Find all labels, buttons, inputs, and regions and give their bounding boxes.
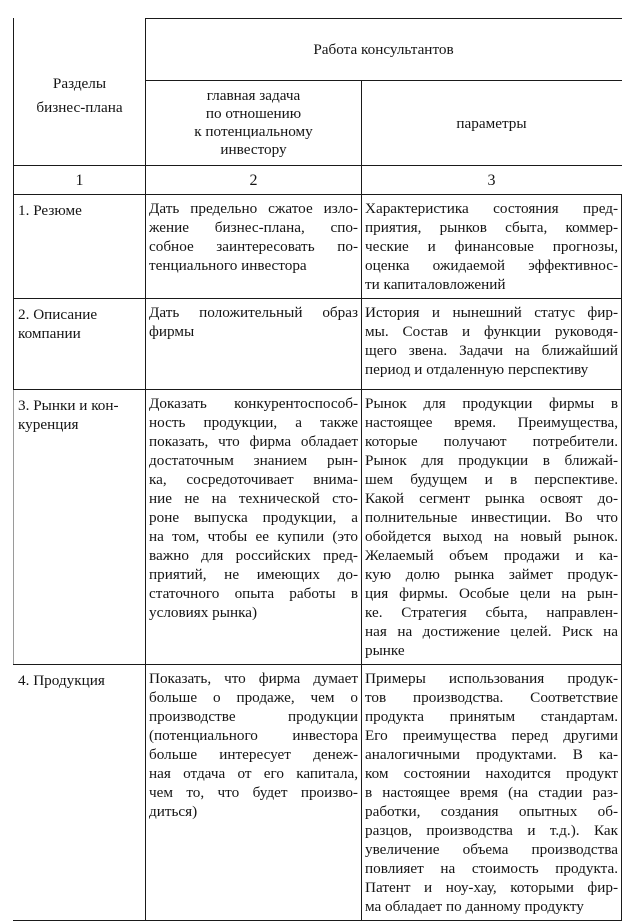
text-line: которые получают потребители. — [365, 433, 619, 450]
text-line: шем будущем и в перспективе. — [365, 471, 619, 488]
text-line: ция фирмы. Особые цели на рын- — [365, 585, 619, 602]
text-line: продукта принятым стандартам. — [365, 708, 619, 725]
text-line: больше интересует денеж- — [149, 746, 358, 763]
header-main-task-line: инвестору — [220, 141, 287, 159]
text-line: Рынок для продукции в ближай- — [365, 452, 619, 469]
header-sections — [14, 19, 146, 166]
text-line: 2. Описание — [18, 306, 98, 323]
section-cell — [14, 665, 146, 921]
text-line: период и отдаленную перспективу — [365, 361, 589, 378]
text-line: производстве продукции — [149, 708, 358, 725]
text-line: аналогичными продуктами. В ка- — [365, 746, 619, 763]
text-line: куренция — [18, 416, 79, 433]
text-line: в настоящее время (на стадии раз- — [365, 784, 619, 801]
text-line: кую долю рынка займет продук- — [365, 566, 619, 583]
text-line: Характеристика состояния пред- — [365, 200, 619, 217]
section-cell — [14, 390, 146, 665]
column-number: 1 — [14, 166, 146, 195]
text-line: условиях рынка) — [149, 604, 258, 621]
task-cell — [146, 195, 362, 299]
text-line: оценка ожидаемой эффективнос- — [365, 257, 619, 274]
parameters-cell — [362, 195, 622, 299]
header-row-top — [14, 19, 622, 81]
header-sections-line: Разделы — [52, 75, 107, 92]
header-consultants-work: Работа консультантов — [146, 19, 622, 81]
text-line: (потенциального инвестора — [149, 727, 358, 744]
text-line: фирмы — [149, 323, 195, 340]
text-line: диться) — [149, 803, 198, 820]
table-row — [14, 390, 622, 665]
parameters-cell — [362, 299, 622, 390]
text-line: на том, чтобы ее купили (это — [149, 528, 358, 545]
text-line: ти капиталовложений — [365, 276, 506, 293]
column-numbers-row — [14, 166, 622, 195]
text-line: тов производства. Соответствие — [365, 689, 619, 706]
section-cell — [14, 299, 146, 390]
text-line: тенциального инвестора — [149, 257, 307, 274]
text-line: Рынок для продукции фирмы в — [365, 395, 619, 412]
task-cell — [146, 390, 362, 665]
text-line: показать, что фирма обладает — [149, 433, 358, 450]
text-line: статочного опыта работы в — [149, 585, 358, 602]
text-line: ческие и финансовые прогнозы, — [365, 238, 619, 255]
text-line: 4. Продукция — [18, 672, 105, 689]
text-line: Патент и ноу-хау, которыми фир- — [365, 879, 619, 896]
text-line: работки, создания опытных об- — [365, 803, 619, 820]
text-line: Желаемый объем продажи и ка- — [365, 547, 619, 564]
text-line: роне выпуска продукции, а — [149, 509, 358, 526]
text-line: больше о продаже, чем о — [149, 689, 358, 706]
text-line: Доказать конкурентоспособ- — [149, 395, 358, 412]
text-line: Его преимущества перед другими — [365, 727, 619, 744]
text-line: Дать положительный образ — [149, 304, 358, 321]
text-line: ние не на технической сто- — [149, 490, 358, 507]
text-line: мы. Состав и функции руководя- — [365, 323, 619, 340]
text-line: ность продукции, а также — [149, 414, 358, 431]
text-line: Дать предельно сжатое изло- — [149, 200, 358, 217]
text-line: приятия, рынков сбыта, коммер- — [365, 219, 619, 236]
text-line: полнительные инвестиции. Во что — [365, 509, 619, 526]
table-row — [14, 299, 622, 390]
text-line: настоящее время. Преимущества, — [365, 414, 619, 431]
task-cell — [146, 299, 362, 390]
text-line: рынке — [365, 642, 405, 659]
task-cell — [146, 665, 362, 921]
text-line: приятий, не имеющих до- — [149, 566, 358, 583]
header-main-task-line: главная задача — [206, 87, 301, 105]
text-line: важно для российских пред- — [149, 547, 358, 564]
section-cell — [14, 195, 146, 299]
column-number: 2 — [146, 166, 362, 195]
text-line: ная отдача от его капитала, — [149, 765, 358, 782]
header-main-task-line: по отношению — [205, 105, 302, 123]
text-line: Показать, что фирма думает — [149, 670, 358, 687]
business-plan-table — [13, 18, 622, 921]
text-line: История и нынешний статус фир- — [365, 304, 619, 321]
parameters-cell — [362, 665, 622, 921]
text-line: ма обладает по данному продукту — [365, 898, 584, 915]
text-line: повлияет на стоимость продукта. — [365, 860, 619, 877]
text-line: 3. Рынки и кон- — [18, 397, 119, 414]
table-row — [14, 665, 622, 921]
text-line: Примеры использования продук- — [365, 670, 619, 687]
text-line: обойдется выход на новый рынок. — [365, 528, 619, 545]
text-line: собное заинтересовать по- — [149, 238, 358, 255]
text-line: разцов, производства и т.д.). Как — [365, 822, 619, 839]
text-line: щего звена. Задачи на ближайший — [365, 342, 619, 359]
text-line: ке. Стратегия сбыта, направлен- — [365, 604, 619, 621]
table-row — [14, 195, 622, 299]
text-line: ка, сосредоточивает внима- — [149, 471, 358, 488]
header-parameters: параметры — [362, 81, 622, 166]
text-line: компании — [18, 325, 81, 342]
text-line: ком состоянии находится продукт — [365, 765, 619, 782]
text-line: чем то, что будет произво- — [149, 784, 358, 801]
column-number: 3 — [362, 166, 622, 195]
text-line: достаточным знанием рын- — [149, 452, 358, 469]
parameters-cell — [362, 390, 622, 665]
header-main-task-line: к потенциальному — [194, 123, 313, 141]
text-line: Какой сегмент рынка освоят до- — [365, 490, 619, 507]
text-line: увеличение объема производства — [365, 841, 619, 858]
text-line: жение бизнес-плана, спо- — [149, 219, 358, 236]
text-line: 1. Резюме — [18, 202, 82, 219]
header-sections-line: бизнес-плана — [36, 99, 123, 116]
document-page — [13, 18, 621, 921]
text-line: ная на достижение целей. Риск на — [365, 623, 619, 640]
header-main-task — [146, 81, 362, 166]
